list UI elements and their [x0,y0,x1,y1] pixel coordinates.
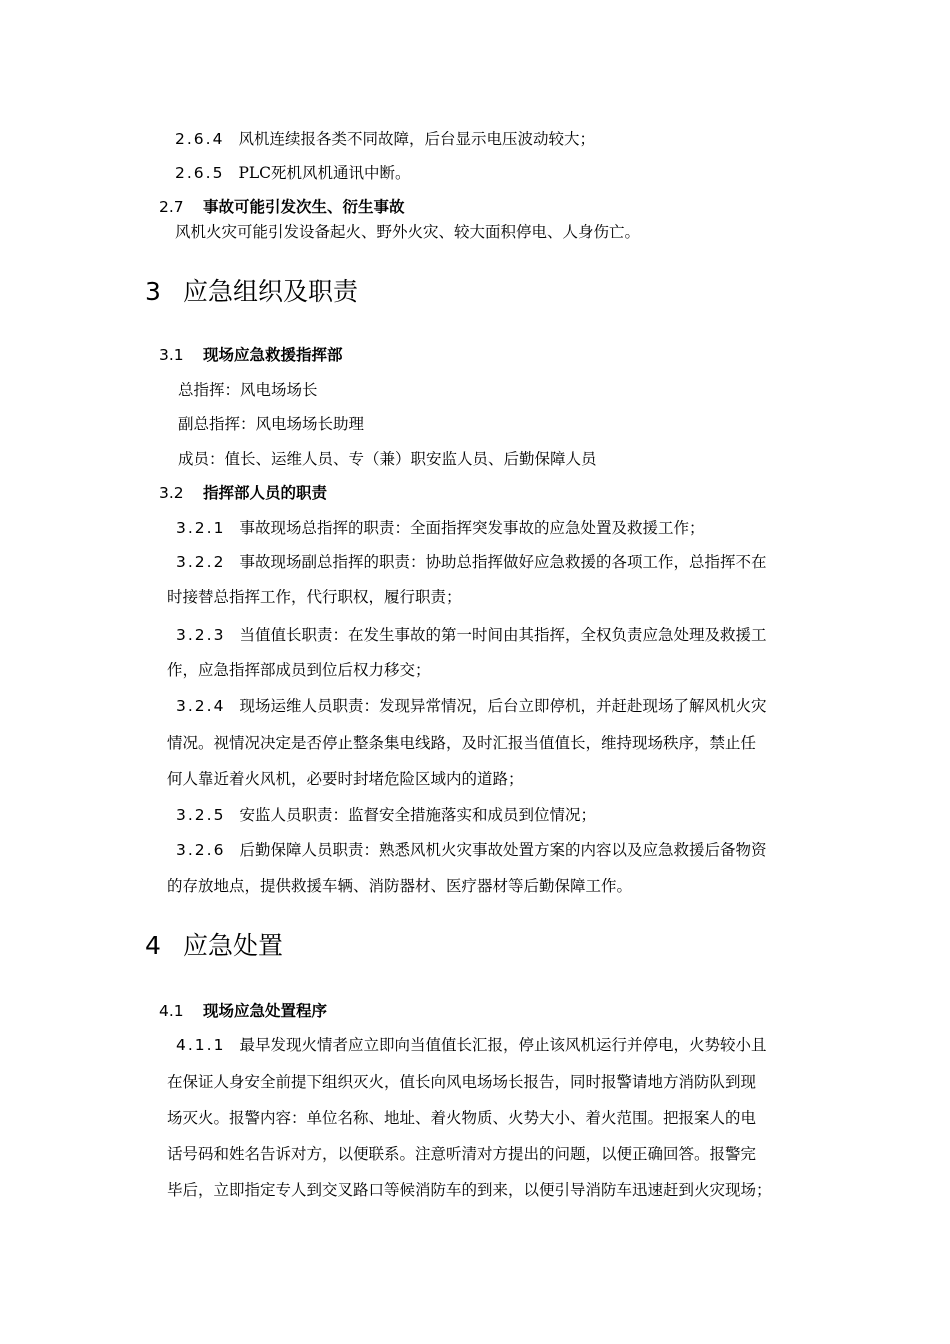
item-number: 4.1.1 [176,1036,226,1054]
section-title: 应急处置 [183,931,284,960]
item-4-1-1 [176,1035,766,1055]
section-title: 应急组织及职责 [183,277,359,306]
heading-number: 4.1 [159,1002,184,1020]
section-3-heading [145,276,358,308]
item-2-6-4 [175,129,595,149]
section-4-heading [145,930,283,962]
item-4-1-1-cont: 话号码和姓名告诉对方，以便联系。注意听清对方提出的问题，以便正确回答。报警完 [167,1145,757,1163]
item-text: 安监人员职责：监督安全措施落实和成员到位情况； [239,806,596,824]
item-text: 风机连续报各类不同故障，后台显示电压波动较大； [238,130,595,148]
item-3-2-3 [176,625,766,645]
heading-number: 3.1 [159,346,184,364]
item-3-2-1 [176,518,704,538]
chief-commander-line: 总指挥：风电场场长 [178,381,318,399]
item-number: 3.2.3 [176,626,226,644]
heading-3-1 [159,345,343,365]
item-text: 事故现场总指挥的职责：全面指挥突发事故的应急处置及救援工作； [239,519,705,537]
item-3-2-4 [176,696,766,716]
item-3-2-5 [176,805,596,825]
item-4-1-1-cont: 场灭火。报警内容：单位名称、地址、着火物质、火势大小、着火范围。把报案人的电 [167,1109,757,1127]
item-4-1-1-cont: 毕后，立即指定专人到交叉路口等候消防车的到来，以便引导消防车迅速赶到火灾现场； [167,1181,772,1199]
item-4-1-1-cont: 在保证人身安全前提下组织灭火，值长向风电场场长报告，同时报警请地方消防队到现 [167,1073,757,1091]
item-text: 现场运维人员职责：发现异常情况，后台立即停机，并赶赴现场了解风机火灾 [239,697,767,715]
item-number: 3.2.4 [176,697,226,715]
item-3-2-4-cont: 何人靠近着火风机，必要时封堵危险区域内的道路； [167,770,524,788]
heading-title: 现场应急处置程序 [203,1002,328,1020]
item-text: 事故现场副总指挥的职责：协助总指挥做好应急救援的各项工作，总指挥不在 [239,553,767,571]
members-line: 成员：值长、运维人员、专（兼）职安监人员、后勤保障人员 [178,450,597,468]
item-text: 最早发现火情者应立即向当值值长汇报，停止该风机运行并停电，火势较小且 [239,1036,767,1054]
heading-title: 指挥部人员的职责 [203,484,328,502]
heading-title: 事故可能引发次生、衍生事故 [203,198,405,216]
item-3-2-3-cont: 作，应急指挥部成员到位后权力移交； [167,661,431,679]
heading-number: 2.7 [159,198,184,216]
item-number: 2.6.5 [175,164,225,182]
item-3-2-2 [176,552,766,572]
heading-title: 现场应急救援指挥部 [203,346,343,364]
heading-number: 3.2 [159,484,184,502]
item-3-2-4-cont: 情况。视情况决定是否停止整条集电线路，及时汇报当值值长，维持现场秩序，禁止任 [167,734,757,752]
item-3-2-2-cont: 时接替总指挥工作，代行职权，履行职责； [167,588,462,606]
item-number: 3.2.6 [176,841,226,859]
item-3-2-6 [176,840,766,860]
deputy-commander-line: 副总指挥：风电场场长助理 [178,415,365,433]
item-3-2-6-cont: 的存放地点，提供救援车辆、消防器材、医疗器材等后勤保障工作。 [167,877,633,895]
item-number: 3.2.1 [176,519,226,537]
section-number: 3 [145,277,161,306]
section-number: 4 [145,931,161,960]
heading-3-2 [159,483,327,503]
paragraph-2-7: 风机火灾可能引发设备起火、野外火灾、较大面积停电、人身伤亡。 [175,223,641,241]
heading-4-1 [159,1001,327,1021]
item-text: 当值值长职责：在发生事故的第一时间由其指挥，全权负责应急处理及救援工 [239,626,767,644]
item-2-6-5 [175,163,411,183]
item-number: 3.2.2 [176,553,226,571]
item-number: 3.2.5 [176,806,226,824]
heading-2-7 [159,197,405,217]
item-text: 后勤保障人员职责：熟悉风机火灾事故处置方案的内容以及应急救援后备物资 [239,841,767,859]
item-number: 2.6.4 [175,130,225,148]
item-text: PLC死机风机通讯中断。 [238,164,411,182]
